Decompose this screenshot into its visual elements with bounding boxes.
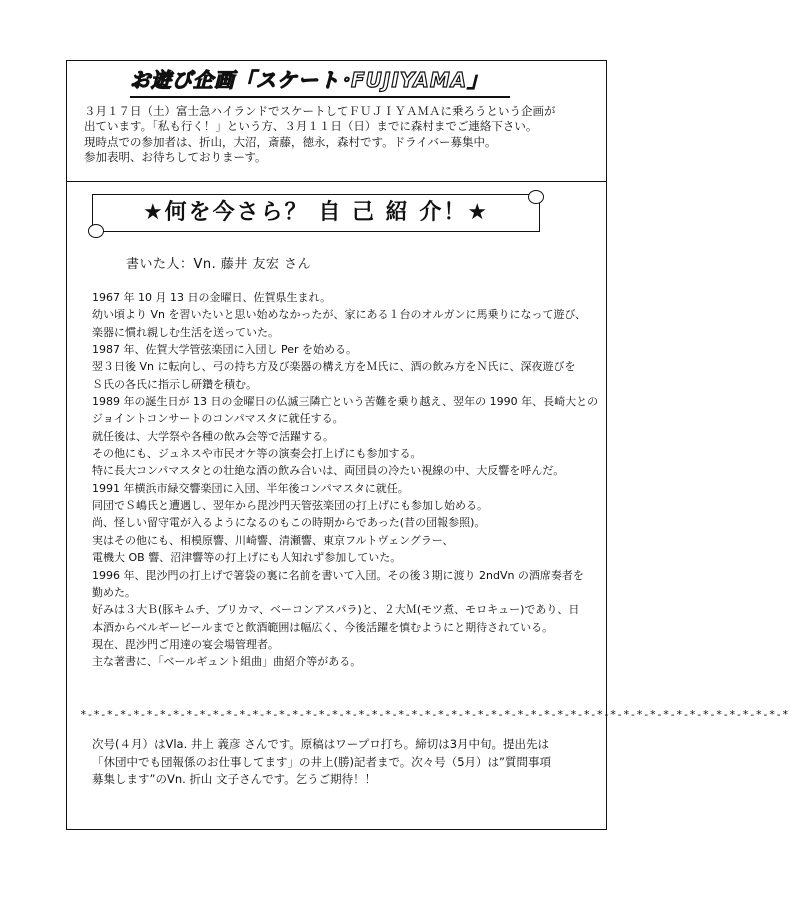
bio-line: 特に長大コンパマスタとの壮絶な酒の飲み合いは、両団員の冷たい視線の中、大反響を呼んだ。 bbox=[92, 464, 565, 478]
bio-line: 実はその他にも、相模原響、川崎響、清瀬響、東京フルトヴェングラー、 bbox=[92, 533, 454, 547]
notice-line: 出ています。「私も行く！」という方、３月１１日（日）までに森村までご連絡下さい。 bbox=[84, 119, 538, 134]
footer-line: 募集します”のVn. 折山 文子さんです。乞うご期待！！ bbox=[92, 772, 377, 786]
author-line: 書いた人：Vn. 藤井 友宏 さん bbox=[126, 257, 312, 272]
bio-line: 好みは３大Ｂ(豚キムチ、ブリカマ、ベーコンアスパラ)と、２大Ｍ(モツ煮、モロキュー)であり、日 bbox=[92, 603, 580, 617]
notice-line: ３月１７日（土）富士急ハイランドでスケートしてＦＵＪＩＹＡＭＡに乗ろうという企画が bbox=[84, 104, 556, 118]
bio-line: ジョイントコンサートのコンパマスタに就任する。 bbox=[92, 412, 344, 426]
next-issue-note bbox=[92, 736, 592, 789]
footer-line: 「休団中でも団報係のお仕事してます」の井上(勝)記者まで。次々号（5月）は”質問事項 bbox=[92, 754, 552, 769]
bio-line: 1996 年、毘沙門の打上げで箸袋の裏に名前を書いて入団。その後３期に渡り 2ndVn の酒席奏者を bbox=[92, 568, 584, 582]
notice-line: 参加表明、お待ちしておりまーす。 bbox=[84, 150, 267, 165]
bio-line: 電機大 OB 響、沼津響等の打上げにも人知れず参加していた。 bbox=[92, 551, 402, 565]
intro-title: ★何を今さら？ 自 己 紹 介！★ bbox=[142, 200, 490, 225]
notice-title: お遊び企画「スケート･FUJIYAMA」 bbox=[130, 66, 510, 98]
bio-line: その他にも、ジュネスや市民オケ等の演奏会打上げにも参加する。 bbox=[92, 447, 422, 461]
bio-line: Ｓ氏の各氏に指示し研鑽を積む。 bbox=[92, 377, 257, 391]
bio-line: 幼い頃より Vn を習いたいと思い始めなかったが、家にある１台のオルガンに馬乗りになって遊び、 bbox=[92, 308, 587, 322]
bio-line: 勤めた。 bbox=[92, 585, 136, 599]
star-divider: *-*-*-*-*-*-*-*-*-*-*-*-*-*-*-*-*-*-*-*-*-*-*-*-*-*-*-*-*-*-*-*-*-*-*-*-*-*-*-*-*-*-*-*-*-*-*-*-*-*-*-*-*-* bbox=[80, 708, 789, 721]
section-divider-line bbox=[66, 181, 607, 182]
bio-line: 本酒からベルギービールまでと飲酒範囲は幅広く、今後活躍を慎むようにと期待されている。 bbox=[92, 620, 554, 634]
bio-line: 就任後は、大学祭や各種の飲み会等で活躍する。 bbox=[92, 429, 334, 443]
intro-title-banner bbox=[92, 194, 552, 236]
bio-line: 1991 年横浜市緑交響楽団に入団、半年後コンパマスタに就任。 bbox=[92, 481, 409, 495]
notice-body bbox=[84, 104, 589, 166]
notice-line: 現時点での参加者は、折山，大沼，斎藤，徳永，森村です。ドライバー募集中。 bbox=[84, 134, 497, 149]
bio-line: 主な著書に、「ベールギュント組曲」曲紹介等がある。 bbox=[92, 655, 362, 669]
bio-line: 現在、毘沙門ご用達の宴会場管理者。 bbox=[92, 637, 279, 651]
bio-line: 1967 年 10 月 13 日の金曜日、佐賀県生まれ。 bbox=[92, 291, 332, 304]
bio-line: 1987 年、佐賀大学管弦楽団に入団し Per を始める。 bbox=[92, 343, 358, 357]
bio-line: 楽器に慣れ親しむ生活を送っていた。 bbox=[92, 325, 279, 339]
bio-line: 翌３日後 Vn に転向し、弓の持ち方及び楽器の構え方をＭ氏に、酒の飲み方をＮ氏に、深夜遊びを bbox=[92, 360, 576, 374]
footer-line: 次号(４月）はVla. 井上 義彦 さんです。原稿はワープロ打ち。締切は3月中旬。提出先は bbox=[92, 737, 550, 751]
bio-body bbox=[92, 289, 599, 671]
bio-line: 1989 年の誕生日が 13 日の金曜日の仏滅三隣亡という苦難を乗り越え、翌年の 1990 年、長崎大との bbox=[92, 395, 599, 409]
bio-line: 尚、怪しい留守電が入るようになるのもこの時期からであった(昔の団報参照)。 bbox=[92, 516, 486, 530]
bio-line: 同団でＳ嶋氏と遭遇し、翌年から毘沙門天管弦楽団の打上げにも参加し始める。 bbox=[92, 499, 488, 513]
